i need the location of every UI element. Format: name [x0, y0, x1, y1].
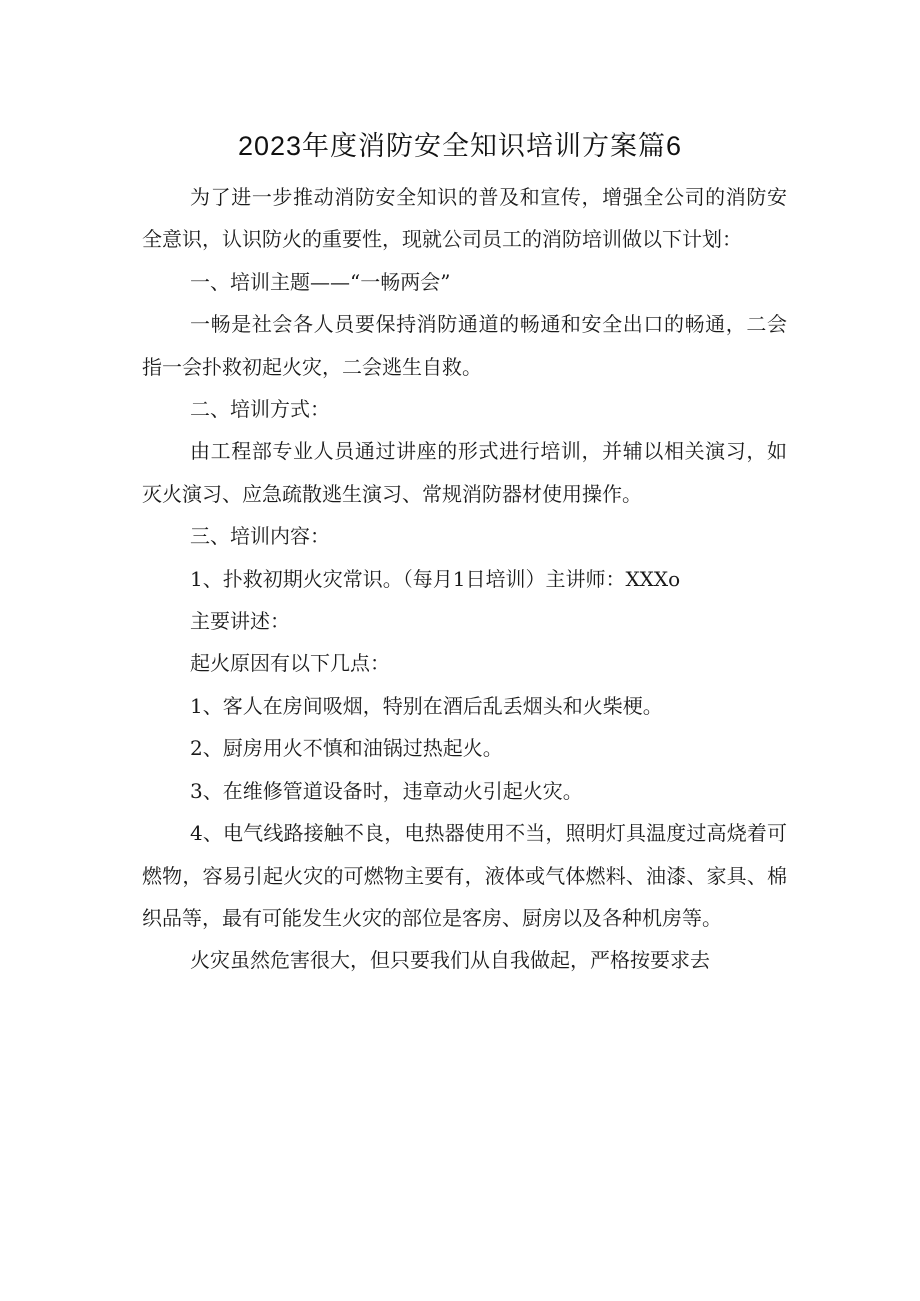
- theme-paragraph: 一畅是社会各人员要保持消防通道的畅通和安全出口的畅通，二会指一会扑救初起火灾，二会逃生自救。: [142, 312, 787, 379]
- fire-cause-4: 4、电气线路接触不良，电热器使用不当，照明灯具温度过高烧着可燃物，容易引起火灾的可燃物主要有，液体或气体燃料、油漆、家具、棉织品等，最有可能发生火灾的部位是客房、厨房以及各种机房等。: [142, 821, 787, 930]
- method-paragraph: 由工程部专业人员通过讲座的形式进行培训，并辅以相关演习，如灭火演习、应急疏散逃生演习、常规消防器材使用操作。: [142, 439, 787, 506]
- document-body: [142, 176, 787, 982]
- document-title: 2023年度消防安全知识培训方案篇6: [237, 131, 683, 161]
- section-heading-method: 二、培训方式：: [190, 397, 330, 422]
- main-topics-label: 主要讲述：: [190, 609, 290, 634]
- content-item-1: 1、扑救初期火灾常识。（每月1日培训）主讲师：XXXo: [190, 566, 681, 591]
- closing-paragraph: 火灾虽然危害很大，但只要我们从自我做起，严格按要求去: [190, 948, 710, 973]
- section-heading-content: 三、培训内容：: [190, 524, 330, 549]
- fire-causes-label: 起火原因有以下几点：: [190, 651, 390, 676]
- fire-cause-1: 1、客人在房间吸烟，特别在酒后乱丢烟头和火柴梗。: [190, 693, 663, 718]
- fire-cause-2: 2、厨房用火不慎和油锅过热起火。: [190, 736, 503, 761]
- section-heading-theme: 一、培训主题——“一畅两会”: [190, 269, 451, 294]
- fire-cause-3: 3、在维修管道设备时，违章动火引起火灾。: [190, 778, 583, 803]
- intro-paragraph: 为了进一步推动消防安全知识的普及和宣传，增强全公司的消防安全意识，认识防火的重要性，现就公司员工的消防培训做以下计划：: [142, 185, 787, 252]
